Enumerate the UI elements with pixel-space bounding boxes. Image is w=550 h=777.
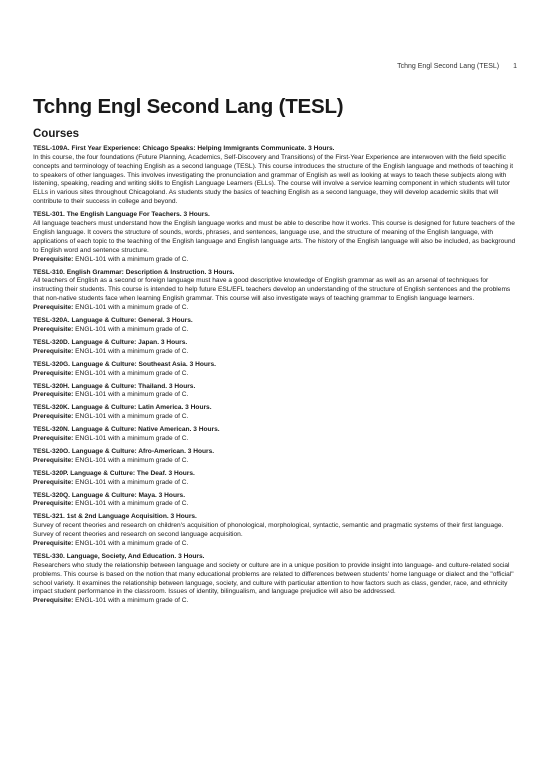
course-entry (33, 426, 517, 444)
course-prerequisite (33, 479, 517, 488)
course-prerequisite (33, 540, 517, 549)
page-number: 1 (513, 63, 517, 70)
course-prerequisite (33, 500, 517, 509)
course-title: TESL-330. Language, Society, And Education. 3 Hours. (33, 553, 205, 561)
prerequisite-label: Prerequisite: (33, 539, 74, 547)
course-title: TESL-320H. Language & Culture: Thailand. 3 Hours. (33, 382, 196, 390)
course-entry (33, 470, 517, 488)
prerequisite-value: ENGL-101 with a minimum grade of C. (75, 478, 189, 486)
page-title: Tchng Engl Second Lang (TESL) (33, 95, 344, 118)
course-entry (33, 404, 517, 422)
course-entry (33, 339, 517, 357)
course-title: TESL-320P. Language & Culture: The Deaf. 3 Hours. (33, 469, 195, 477)
prerequisite-label: Prerequisite: (33, 500, 74, 508)
course-description: Researchers who study the relationship between language and society or culture are in a unique position to provide insight into language- and culture-related social problems. This course is based on the notion that many educational problems are related to differences between students' home language or dialect and the "official" school variety. It examines the relationship between language, society, and culture with particular attention to how factors such as class, gender, race, and ethnicity impact student performance in the classroom. Issues of identity, bilingualism, and language prejudice will also be addressed. (33, 561, 514, 596)
prerequisite-value: ENGL-101 with a minimum grade of C. (75, 391, 189, 399)
course-entry (33, 553, 517, 606)
prerequisite-label: Prerequisite: (33, 597, 74, 605)
course-prerequisite (33, 391, 517, 400)
prerequisite-value: ENGL-101 with a minimum grade of C. (75, 539, 189, 547)
course-description: In this course, the four foundations (Future Planning, Academics, Self-Discovery and Transitions) of the First-Year Experience are interwoven with the field specific concepts and terminology of teaching English as a second language (TESL). This course introduces the structure of the English language and methods of teaching it to speakers of other languages. This involves investigating the pronunciation and grammar of English as well as looking at ways to teach these subjects along with listening, speaking, reading and writing skills to English Language Learners (ELLs). The course will involve a service learning component in which students will tutor ELLs in various sites throughout Chicagoland. As students study the basics of teaching English as a second language, they will develop academic skills that will contribute to their success in college and beyond. (33, 153, 514, 206)
prerequisite-label: Prerequisite: (33, 304, 74, 312)
prerequisite-value: ENGL-101 with a minimum grade of C. (75, 255, 189, 263)
prerequisite-value: ENGL-101 with a minimum grade of C. (75, 369, 189, 377)
course-title: TESL-320A. Language & Culture: General. 3 Hours. (33, 317, 193, 325)
prerequisite-value: ENGL-101 with a minimum grade of C. (75, 325, 189, 333)
running-header (397, 63, 517, 70)
prerequisite-label: Prerequisite: (33, 325, 74, 333)
course-title: TESL-320G. Language & Culture: Southeast Asia. 3 Hours. (33, 360, 216, 368)
course-description: All language teachers must understand how the English language works and must be able to describe how it works. This course is designed for future teachers of the English language. It covers the structure of sounds, words, phrases, and sentences, language use, and the structure of meaning of the English language, with applications of each topic to the teaching of the English language and English language arts. The history of the English language will also be included, as background to English word and sentence structure. (33, 220, 516, 254)
prerequisite-label: Prerequisite: (33, 478, 74, 486)
course-prerequisite (33, 435, 517, 444)
course-description: All teachers of English as a second or foreign language must have a good descriptive knowledge of English grammar as well as an arsenal of techniques for instructing their students. This course is intended to help future ESL/EFL teachers develop an understanding of the structure of English sentences and the problems that non-native students face when learning English grammar. This course will also investigate ways of teaching grammar to English language learners. (33, 277, 511, 303)
course-title: TESL-321. 1st & 2nd Language Acquisition. 3 Hours. (33, 513, 197, 521)
prerequisite-value: ENGL-101 with a minimum grade of C. (75, 597, 189, 605)
course-prerequisite (33, 326, 517, 335)
course-description: Survey of recent theories and research on children's acquisition of phonological, morphological, syntactic, semantic and pragmatic systems of their first language. Survey of recent theories and research on second language acquisition. (33, 522, 504, 539)
course-entry (33, 145, 517, 207)
prerequisite-value: ENGL-101 with a minimum grade of C. (75, 434, 189, 442)
course-title: TESL-320Q. Language & Culture: Maya. 3 Hours. (33, 491, 186, 499)
course-title: TESL-109A. First Year Experience: Chicago Speaks: Helping Immigrants Communicate. 3 Hours. (33, 145, 335, 152)
prerequisite-label: Prerequisite: (33, 391, 74, 399)
course-prerequisite (33, 457, 517, 466)
prerequisite-label: Prerequisite: (33, 369, 74, 377)
course-entry (33, 317, 517, 335)
prerequisite-label: Prerequisite: (33, 255, 74, 263)
prerequisite-value: ENGL-101 with a minimum grade of C. (75, 304, 189, 312)
course-title: TESL-301. The English Language For Teachers. 3 Hours. (33, 211, 210, 219)
prerequisite-label: Prerequisite: (33, 413, 74, 421)
course-title: TESL-310. English Grammar: Description & Instruction. 3 Hours. (33, 268, 235, 276)
course-entry (33, 492, 517, 510)
prerequisite-value: ENGL-101 with a minimum grade of C. (75, 347, 189, 355)
course-entry (33, 269, 517, 313)
prerequisite-value: ENGL-101 with a minimum grade of C. (75, 413, 189, 421)
course-prerequisite (33, 304, 517, 313)
prerequisite-value: ENGL-101 with a minimum grade of C. (75, 500, 189, 508)
course-entry (33, 448, 517, 466)
course-title: TESL-320K. Language & Culture: Latin America. 3 Hours. (33, 404, 212, 412)
course-prerequisite (33, 348, 517, 357)
course-entry (33, 361, 517, 379)
course-prerequisite (33, 370, 517, 379)
running-title: Tchng Engl Second Lang (TESL) (397, 63, 500, 70)
course-entry (33, 211, 517, 264)
course-title: TESL-320O. Language & Culture: Afro-American. 3 Hours. (33, 448, 215, 456)
prerequisite-label: Prerequisite: (33, 456, 74, 464)
course-prerequisite (33, 597, 517, 606)
course-title: TESL-320N. Language & Culture: Native American. 3 Hours. (33, 426, 220, 434)
course-prerequisite (33, 256, 517, 265)
prerequisite-label: Prerequisite: (33, 347, 74, 355)
prerequisite-value: ENGL-101 with a minimum grade of C. (75, 456, 189, 464)
course-list (33, 145, 517, 610)
course-prerequisite (33, 413, 517, 422)
course-entry (33, 513, 517, 548)
course-entry (33, 383, 517, 401)
prerequisite-label: Prerequisite: (33, 434, 74, 442)
course-title: TESL-320D. Language & Culture: Japan. 3 Hours. (33, 339, 188, 347)
section-heading-courses: Courses (33, 128, 80, 140)
